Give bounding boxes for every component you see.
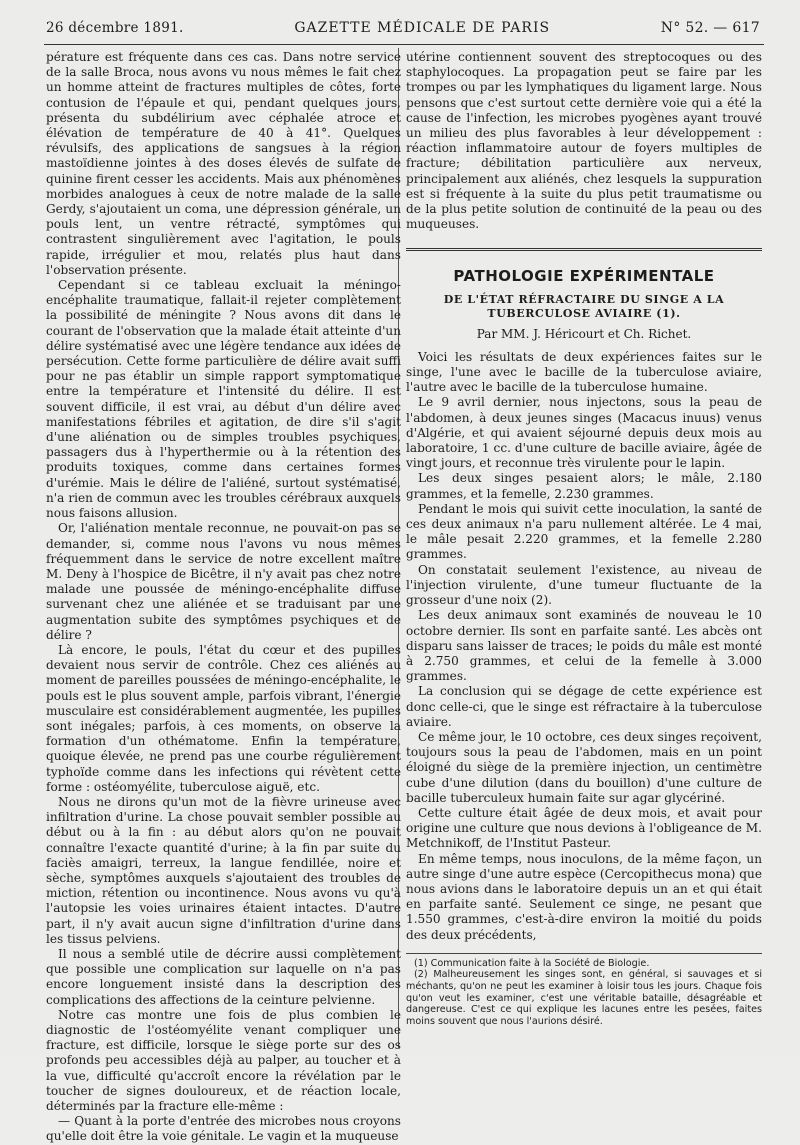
right-column (406, 50, 762, 1027)
right-paragraph-5: On constatait seulement l'existence, au niveau de l'injection virulente, d'une tumeur fluctuante de la grosseur d'une noix (2). (406, 562, 762, 608)
left-paragraph-3: Or, l'aliénation mentale reconnue, ne pouvait-on pas se demander, si, comme nous l'avons vu nous mêmes fréquemment dans le service de notre excellent maître M. Deny à l'hospice de Bicêtre, il n'y avait pas chez notre malade une poussée de méningo-encéphalite diffuse survenant chez une aliénée et se traduisant par une augmentation subite des symptômes psychiques et de délire ? (46, 521, 401, 642)
left-paragraph-4: Là encore, le pouls, l'état du cœur et des pupilles devaient nous servir de contrôle. Chez ces aliénés au moment de pareilles poussées de méningo-encéphalite, le pouls est le plus souvent ample, parfois vibrant, l'énergie musculaire est considérablement augmentée, les pupilles sont inégales; parfois, à ces moments, on observe la formation d'un othématome. Enfin la température, quoique élevée, ne prend pas une courbe régulièrement typhoïde comme dans les infections qui révètent cette forme : ostéomyélite, tuberculose aiguë, etc. (46, 642, 401, 794)
issue-page-number: N° 52. — 617 (660, 20, 760, 36)
left-paragraph-7: Notre cas montre une fois de plus combien le diagnostic de l'ostéomyélite venant compliquer une fracture, est difficile, lorsque le siège porte sur des os profonds peu accessibles déjà au palper, au toucher et à la vue, difficulté qu'accroît encore la révélation par le toucher de signes douloureux, et de réaction locale, déterminés par la fracture elle-même : (46, 1007, 401, 1114)
right-paragraph-7: La conclusion qui se dégage de cette expérience est donc celle-ci, que le singe est réfractaire à la tuberculose aviaire. (406, 684, 762, 729)
page-header (46, 20, 760, 42)
right-paragraph-3: Les deux singes pesaient alors; le mâle, 2.180 grammes, et la femelle, 2.230 grammes. (406, 471, 762, 501)
right-paragraph-1: Voici les résultats de deux expériences faites sur le singe, l'une avec le bacille de la tuberculose aviaire, l'autre avec le bacille de la tuberculose humaine. (406, 349, 762, 395)
left-paragraph-8: — Quant à la porte d'entrée des microbes nous croyons qu'elle doit être la voie génitale. Le vagin et la muqueuse (46, 1114, 401, 1144)
right-paragraph-10: En même temps, nous inoculons, de la même façon, un autre singe d'une autre espèce (Cercopithecus mona) que nous avions dans le laboratoire depuis un an et qui était en parfaite santé. Seulement ce singe, ne pesant que 1.550 grammes, c'est-à-dire environ la moitié du poids des deux précédents, (406, 851, 762, 942)
section-heading: PATHOLOGIE EXPÉRIMENTALE (453, 267, 715, 286)
header-date: 26 décembre 1891. (46, 20, 184, 36)
left-column (46, 50, 401, 1145)
article-authors: Par MM. J. Héricourt et Ch. Richet. (476, 326, 692, 341)
article-section (406, 248, 762, 942)
left-paragraph-6: Il nous a semblé utile de décrire aussi complètement que possible une complication sur laquelle on n'a pas encore longuement insisté dans la description des complications des affections de la ceinture pelvienne. (46, 946, 401, 1007)
right-paragraph-2: Le 9 avril dernier, nous injectons, sous la peau de l'abdomen, à deux jeunes singes (Macacus inuus) venus d'Algérie, et qui avaient séjourné depuis deux mois au laboratoire, 1 cc. d'une culture de bacille aviaire, âgée de vingt jours, et reconnue très virulente pour le lapin. (406, 395, 762, 471)
right-paragraph-6: Les deux animaux sont examinés de nouveau le 10 octobre dernier. Ils sont en parfaite santé. Les abcès ont disparu sans laisser de traces; le poids du mâle est monté à 2.750 grammes, et celui de la femelle à 3.000 grammes. (406, 608, 762, 684)
footnote-2: (2) Malheureusement les singes sont, en général, si sauvages et si méchants, qu'on ne peut les examiner à loisir tous les jours. Chaque fois qu'on veut les examiner, c'est une véritable bataille, désagréable et dangereuse. C'est ce qui explique les lacunes entre les pesées, faites moins souvent que nous l'aurions désiré. (406, 969, 762, 1027)
footnotes (406, 953, 762, 1028)
footnote-1: (1) Communication faite à la Société de Biologie. (414, 957, 650, 969)
right-paragraph-8: Ce même jour, le 10 octobre, ces deux singes reçoivent, toujours sous la peau de l'abdomen, mais en un point éloigné du siège de la première injection, un centimètre cube d'une dilution (dans du bouillon) d'une culture de bacille tuberculeux humain faite sur agar glycériné. (406, 729, 762, 805)
header-rule (44, 44, 764, 45)
right-paragraph-9: Cette culture était âgée de deux mois, et avait pour origine une culture que nous devions à l'obligeance de M. Metchnikoff, de l'Institut Pasteur. (406, 805, 762, 851)
left-paragraph-2: Cependant si ce tableau excluait la méningo-encéphalite traumatique, fallait-il rejeter complètement la possibilité de méningite ? Nous avons dit dans le courant de l'observation que la malade était atteinte d'un délire systématisé avec une légère tendance aux idées de persécution. Cette forme particulière de délire avait suffi pour ne pas établir un simple rapport symptomatique entre la température et l'intensité du délire. Il est souvent difficile, il est vrai, au début d'un délire avec manifestations fébriles et agitation, de dire s'il s'agit d'une aliénation ou de simples troubles psychiques, passagers dus à l'hyperthermie ou à la rétention des produits toxiques, comme dans certaines formes d'urémie. Mais le délire de l'aliéné, surtout systématisé, n'a rien de commun avec les troubles cérébraux auxquels nous faisons allusion. (46, 278, 401, 521)
right-paragraph-4: Pendant le mois qui suivit cette inoculation, la santé de ces deux animaux n'a paru nullement altérée. Le 4 mai, le mâle pesait 2.220 grammes, et la femelle 2.280 grammes. (406, 501, 762, 562)
left-paragraph-1: pérature est fréquente dans ces cas. Dans notre service de la salle Broca, nous avons vu nous mêmes le fait chez un homme atteint de fractures multiples de côtes, forte contusion de l'épaule et qui, pendant quelques jours, présenta du subdélirium avec céphalée atroce et élévation de température de 40 à 41°. Quelques révulsifs, des applications de sangsues à la région mastoïdienne jointes à des doses élevés de sulfate de quinine firent cesser les accidents. Mais aux phénomènes morbides analogues à ceux de notre malade de la salle Gerdy, s'ajoutaient un coma, une dépression générale, un pouls lent, un ventre rétracté, symptômes qui contrastent singulièrement avec l'agitation, le pouls rapide, irrégulier et mou, relatés plus haut dans l'observation présente. (46, 50, 401, 277)
left-paragraph-5: Nous ne dirons qu'un mot de la fièvre urineuse avec infiltration d'urine. La chose pouvait sembler possible au début ou à la fin : au début alors qu'on ne pouvait connaître l'exacte quantité d'urine; à la fin par suite du faciès amaigri, terreux, la langue fendillée, noire et sèche, symptômes auxquels s'ajoutaient des troubles de miction, rétention ou incontinence. Nous avons vu qu'à l'autopsie les voies urinaires étaient intactes. D'autre part, il n'y avait aucun signe d'infiltration d'urine dans les tissus pelviens. (46, 794, 401, 946)
right-intro-paragraph: utérine contiennent souvent des streptocoques ou des staphylocoques. La propagation peut se faire par les trompes ou par les lymphatiques du ligament large. Nous pensons que c'est surtout cette dernière voie qui a été la cause de l'infection, les microbes pyogènes ayant trouvé un milieu des plus favorables à leur développement : réaction inflammatoire autour de foyers multiples de fracture; débilitation particulière aux nerveux, principalement aux aliénés, chez lesquels la suppuration est si fréquente à la suite du plus petit traumatisme ou de la plus petite solution de continuité de la peau ou des muqueuses. (406, 50, 762, 232)
journal-title: GAZETTE MÉDICALE DE PARIS (294, 20, 551, 36)
article-title: DE L'ÉTAT RÉFRACTAIRE DU SINGE A LA TUBERCULOSE AVIAIRE (1). (443, 292, 725, 320)
